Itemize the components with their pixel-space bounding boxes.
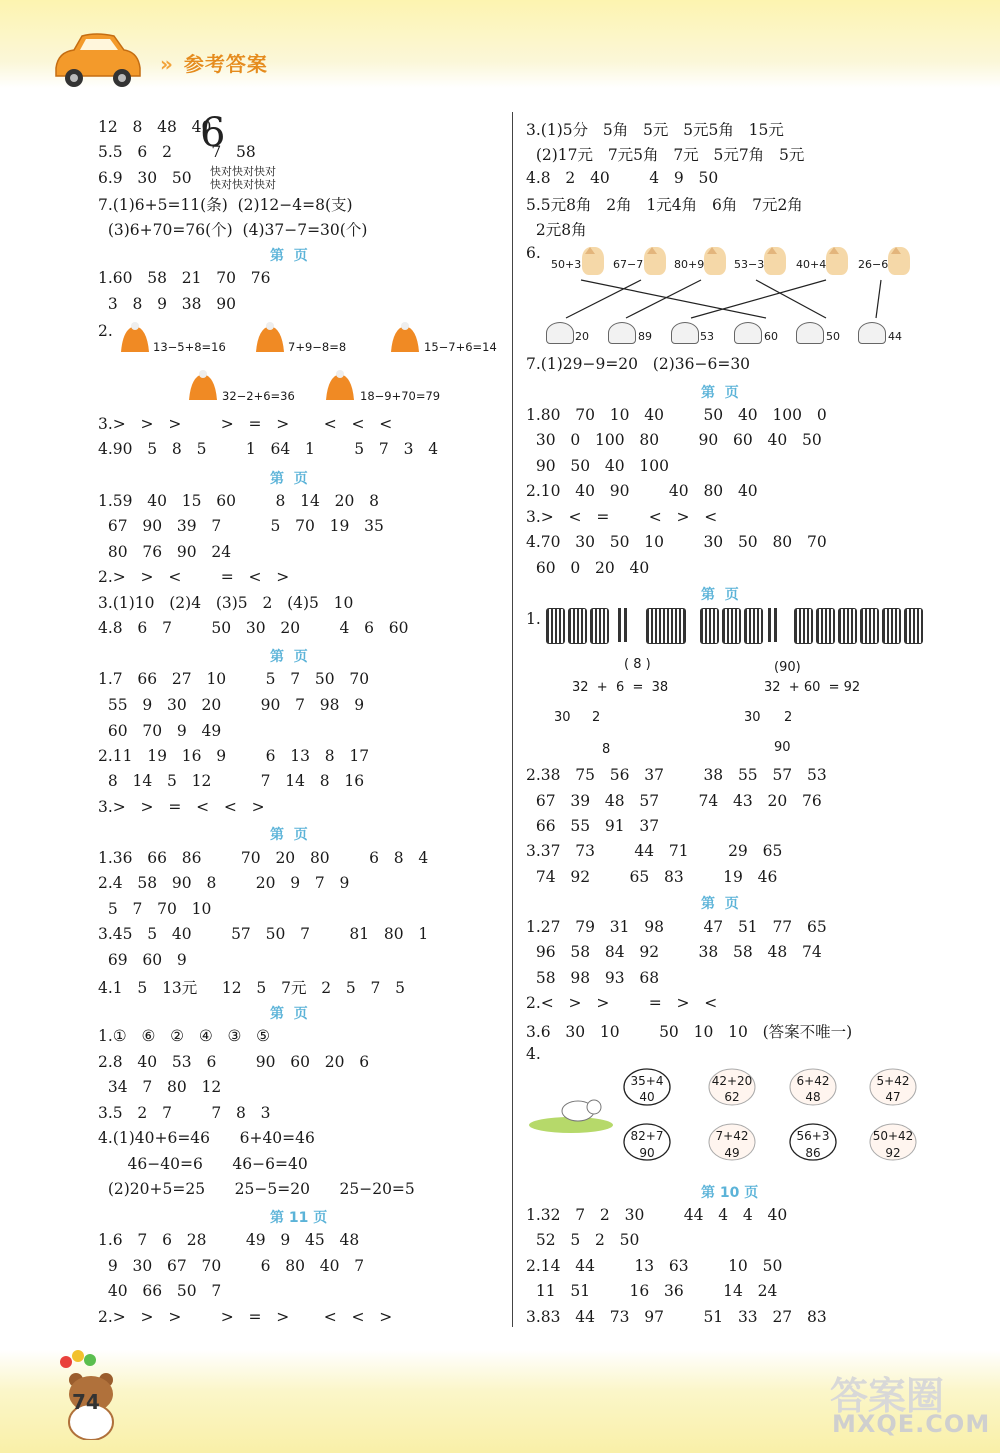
answer-line: 2.11 19 16 9 6 13 8 17 xyxy=(98,747,370,765)
stick-icon xyxy=(774,608,777,642)
stick-bundle-icon xyxy=(744,608,763,644)
stick-bundle-icon xyxy=(568,608,587,644)
answer-line: 60 70 9 49 xyxy=(98,722,222,740)
stick-bundle-icon xyxy=(838,608,857,644)
calc-part: 2 xyxy=(592,710,601,725)
answer-line: 1.80 70 10 40 50 40 100 0 xyxy=(526,406,827,424)
stick-bundle-icon xyxy=(546,608,565,644)
answer-line: 1.36 66 86 70 20 80 6 8 4 xyxy=(98,849,429,867)
mushroom-expression: 56+3 xyxy=(796,1129,830,1143)
answer-line: 3.(1)10 (2)4 (3)5 2 (4)5 10 xyxy=(98,594,354,612)
hat-label: 32−2+6=36 xyxy=(222,389,295,403)
mushroom-answer: 47 xyxy=(885,1090,901,1104)
answer-line: 4.8 2 40 4 9 50 xyxy=(526,169,719,187)
cat-label: 40+4 xyxy=(796,258,827,271)
house-label: 20 xyxy=(575,330,589,343)
calc-equation: 32 + 60 = 92 xyxy=(764,680,861,695)
answer-line: 5 7 70 10 xyxy=(98,900,212,918)
cat-icon xyxy=(764,247,786,275)
answer-line: 1.27 79 31 98 47 51 77 65 xyxy=(526,918,827,936)
mushroom-answer: 48 xyxy=(805,1090,821,1104)
stick-bundle-icon xyxy=(816,608,835,644)
stick-icon xyxy=(768,608,771,642)
cat-label: 67−7 xyxy=(613,258,644,271)
page-number: 74 xyxy=(72,1390,100,1414)
answer-line: 67 90 39 7 5 70 19 35 xyxy=(98,517,384,535)
stick-bundle-icon xyxy=(590,608,609,644)
mushroom-expression: 50+42 xyxy=(872,1129,914,1143)
hat-icon xyxy=(323,370,357,402)
house-icon xyxy=(734,322,762,344)
answer-line: 2.38 75 56 37 38 55 57 53 xyxy=(526,766,827,784)
answer-line: 4.90 5 8 5 1 64 1 5 7 3 4 xyxy=(98,440,439,458)
section-heading: 第 页 xyxy=(270,248,308,264)
answer-line: 7.(1)6+5=11(条) (2)12−4=8(支) xyxy=(98,196,353,214)
house-icon xyxy=(858,322,886,344)
calc-box: ( 8 ) xyxy=(624,657,651,672)
column-divider xyxy=(512,112,513,1327)
answer-line: 2.< > > = > < xyxy=(526,994,718,1012)
answer-line: 2.10 40 90 40 80 40 xyxy=(526,482,758,500)
answer-line: 6. xyxy=(526,244,541,262)
car-icon xyxy=(48,30,144,90)
answer-line: 11 51 16 36 14 24 xyxy=(526,1282,778,1300)
handwritten-note: 快对快对快对 xyxy=(210,178,276,191)
cat-icon xyxy=(582,247,604,275)
answer-line: 3.37 73 44 71 29 65 xyxy=(526,842,783,860)
calc-equation: 32 + 6 = 38 xyxy=(572,680,669,695)
calc-box: (90) xyxy=(774,660,801,675)
cat-label: 53−3 xyxy=(734,258,765,271)
cat-icon xyxy=(826,247,848,275)
cat-label: 80+9 xyxy=(674,258,705,271)
answer-line: 74 92 65 83 19 46 xyxy=(526,868,778,886)
mushroom-answer: 90 xyxy=(639,1146,655,1160)
mushroom-answer: 86 xyxy=(805,1146,821,1160)
answer-line: 1. xyxy=(526,610,541,628)
stick-bundle-icon xyxy=(700,608,719,644)
cat-icon xyxy=(888,247,910,275)
answer-line: 3.83 44 73 97 51 33 27 83 xyxy=(526,1308,827,1326)
hat-label: 18−9+70=79 xyxy=(360,389,441,403)
calc-part: 2 xyxy=(784,710,793,725)
answer-line: 2. xyxy=(98,322,113,340)
hat-icon xyxy=(118,322,152,354)
answer-line: 2.4 58 90 8 20 9 7 9 xyxy=(98,874,350,892)
answer-line: 67 39 48 57 74 43 20 76 xyxy=(526,792,822,810)
section-heading: 第 页 xyxy=(701,896,739,912)
mushroom-answer: 49 xyxy=(724,1146,740,1160)
answer-line: 55 9 30 20 90 7 98 9 xyxy=(98,696,365,714)
answer-line: 3.> < = < > < xyxy=(526,508,718,526)
answer-line: 1.59 40 15 60 8 14 20 8 xyxy=(98,492,379,510)
section-heading: 第 页 xyxy=(701,385,739,401)
mushroom-answer: 62 xyxy=(724,1090,740,1104)
header-title: » 参考答案 xyxy=(160,52,268,76)
answer-line: 1.60 58 21 70 76 xyxy=(98,269,271,287)
house-icon xyxy=(671,322,699,344)
answer-line: 3.(1)5分 5角 5元 5元5角 15元 xyxy=(526,121,784,139)
stick-icon xyxy=(618,608,621,642)
answer-line: 2.8 40 53 6 90 60 20 6 xyxy=(98,1053,370,1071)
answer-line: 40 66 50 7 xyxy=(98,1282,222,1300)
mushroom-answer: 92 xyxy=(885,1146,901,1160)
hat-icon xyxy=(388,322,422,354)
answer-line: 4.70 30 50 10 30 50 80 70 xyxy=(526,533,827,551)
answer-line: 2.> > > > = > < < > xyxy=(98,1308,393,1326)
stick-bundle-icon xyxy=(722,608,741,644)
mushroom-expression: 6+42 xyxy=(796,1074,830,1088)
calc-part: 30 xyxy=(744,710,761,725)
answer-line: 2.> > < = < > xyxy=(98,568,290,586)
answer-line: 66 55 91 37 xyxy=(526,817,660,835)
watermark-url: MXQE.COM xyxy=(832,1410,991,1438)
house-label: 60 xyxy=(764,330,778,343)
header-band xyxy=(0,0,1000,88)
answer-line: (3)6+70=76(个) (4)37−7=30(个) xyxy=(98,221,368,239)
stick-bundle-icon xyxy=(904,608,923,644)
answer-line: 52 5 2 50 xyxy=(526,1231,640,1249)
house-icon xyxy=(608,322,636,344)
answer-line: 3.> > > > = > < < < xyxy=(98,415,393,433)
answer-line: 1.32 7 2 30 44 4 4 40 xyxy=(526,1206,788,1224)
sticks-group-icon xyxy=(646,608,686,644)
hat-label: 7+9−8=8 xyxy=(288,340,347,354)
answer-line: 69 60 9 xyxy=(98,951,187,969)
stick-bundle-icon xyxy=(860,608,879,644)
house-label: 53 xyxy=(700,330,714,343)
answer-line: 34 7 80 12 xyxy=(98,1078,222,1096)
answer-line: 5.5元8角 2角 1元4角 6角 7元2角 xyxy=(526,196,803,214)
answer-line: 2.14 44 13 63 10 50 xyxy=(526,1257,783,1275)
section-heading: 第 10 页 xyxy=(701,1185,759,1201)
answer-line: (2)17元 7元5角 7元 5元7角 5元 xyxy=(526,146,805,164)
section-heading: 第 页 xyxy=(270,649,308,665)
answer-line: 6.9 30 50 xyxy=(98,169,192,187)
mushroom-expression: 5+42 xyxy=(876,1074,910,1088)
stick-icon xyxy=(624,608,627,642)
answer-line: 4. xyxy=(526,1045,541,1063)
answer-line: 3.5 2 7 7 8 3 xyxy=(98,1104,271,1122)
answer-line: (2)20+5=25 25−5=20 25−20=5 xyxy=(98,1180,415,1198)
section-heading: 第 页 xyxy=(270,1006,308,1022)
mushroom-expression: 7+42 xyxy=(715,1129,749,1143)
stick-bundle-icon xyxy=(794,608,813,644)
hat-label: 15−7+6=14 xyxy=(424,340,497,354)
answer-line: 3.45 5 40 57 50 7 81 80 1 xyxy=(98,925,429,943)
handwritten-note: 快对快对快对 xyxy=(210,165,276,178)
answer-line: 58 98 93 68 xyxy=(526,969,660,987)
answer-line: 7.(1)29−9=20 (2)36−6=30 xyxy=(526,355,751,373)
hat-icon xyxy=(186,370,220,402)
answer-line: 60 0 20 40 xyxy=(526,559,650,577)
cat-icon xyxy=(644,247,666,275)
calc-part: 30 xyxy=(554,710,571,725)
handwritten-mark: 6 xyxy=(200,110,226,156)
house-label: 50 xyxy=(826,330,840,343)
mushroom-expression: 82+7 xyxy=(630,1129,664,1143)
answer-line: 8 14 5 12 7 14 8 16 xyxy=(98,772,365,790)
answer-line: 4.8 6 7 50 30 20 4 6 60 xyxy=(98,619,409,637)
answer-line: 1.7 66 27 10 5 7 50 70 xyxy=(98,670,370,688)
mushroom-expression: 35+4 xyxy=(630,1074,664,1088)
answer-line: 96 58 84 92 38 58 48 74 xyxy=(526,943,822,961)
house-icon xyxy=(546,322,574,344)
house-icon xyxy=(796,322,824,344)
answer-line: 30 0 100 80 90 60 40 50 xyxy=(526,431,822,449)
answer-line: 90 50 40 100 xyxy=(526,457,669,475)
hat-label: 13−5+8=16 xyxy=(153,340,226,354)
answer-line: 5.5 6 2 7 58 xyxy=(98,143,256,161)
answer-line: 3.6 30 10 50 10 10 (答案不唯一) xyxy=(526,1023,853,1041)
answer-line: 12 8 48 40 xyxy=(98,118,212,136)
answer-line: 46−40=6 46−6=40 xyxy=(98,1155,308,1173)
calc-part: 90 xyxy=(774,740,791,755)
calc-part: 8 xyxy=(602,742,611,757)
house-label: 44 xyxy=(888,330,902,343)
answer-line: 4.1 5 13元 12 5 7元 2 5 7 5 xyxy=(98,979,406,997)
stick-bundle-icon xyxy=(882,608,901,644)
answer-line: 9 30 67 70 6 80 40 7 xyxy=(98,1257,365,1275)
mushroom-expression: 42+20 xyxy=(711,1074,753,1088)
cat-label: 26−6 xyxy=(858,258,889,271)
section-heading: 第 11 页 xyxy=(270,1210,328,1226)
watermark-logo: 答案圈 xyxy=(830,1374,945,1418)
answer-line: 1.① ⑥ ② ④ ③ ⑤ xyxy=(98,1027,271,1045)
answer-line: 4.(1)40+6=46 6+40=46 xyxy=(98,1129,315,1147)
cat-label: 50+3 xyxy=(551,258,582,271)
section-heading: 第 页 xyxy=(270,827,308,843)
answer-line: 3.> > = < < > xyxy=(98,798,265,816)
section-heading: 第 页 xyxy=(701,587,739,603)
house-label: 89 xyxy=(638,330,652,343)
answer-line: 2元8角 xyxy=(526,221,587,239)
answer-line: 1.6 7 6 28 49 9 45 48 xyxy=(98,1231,360,1249)
answer-line: 80 76 90 24 xyxy=(98,543,232,561)
dog-illustration xyxy=(526,1087,616,1137)
hat-icon xyxy=(253,322,287,354)
answer-line: 3 8 9 38 90 xyxy=(98,295,237,313)
cat-icon xyxy=(704,247,726,275)
section-heading: 第 页 xyxy=(270,471,308,487)
mushroom-answer: 40 xyxy=(639,1090,655,1104)
